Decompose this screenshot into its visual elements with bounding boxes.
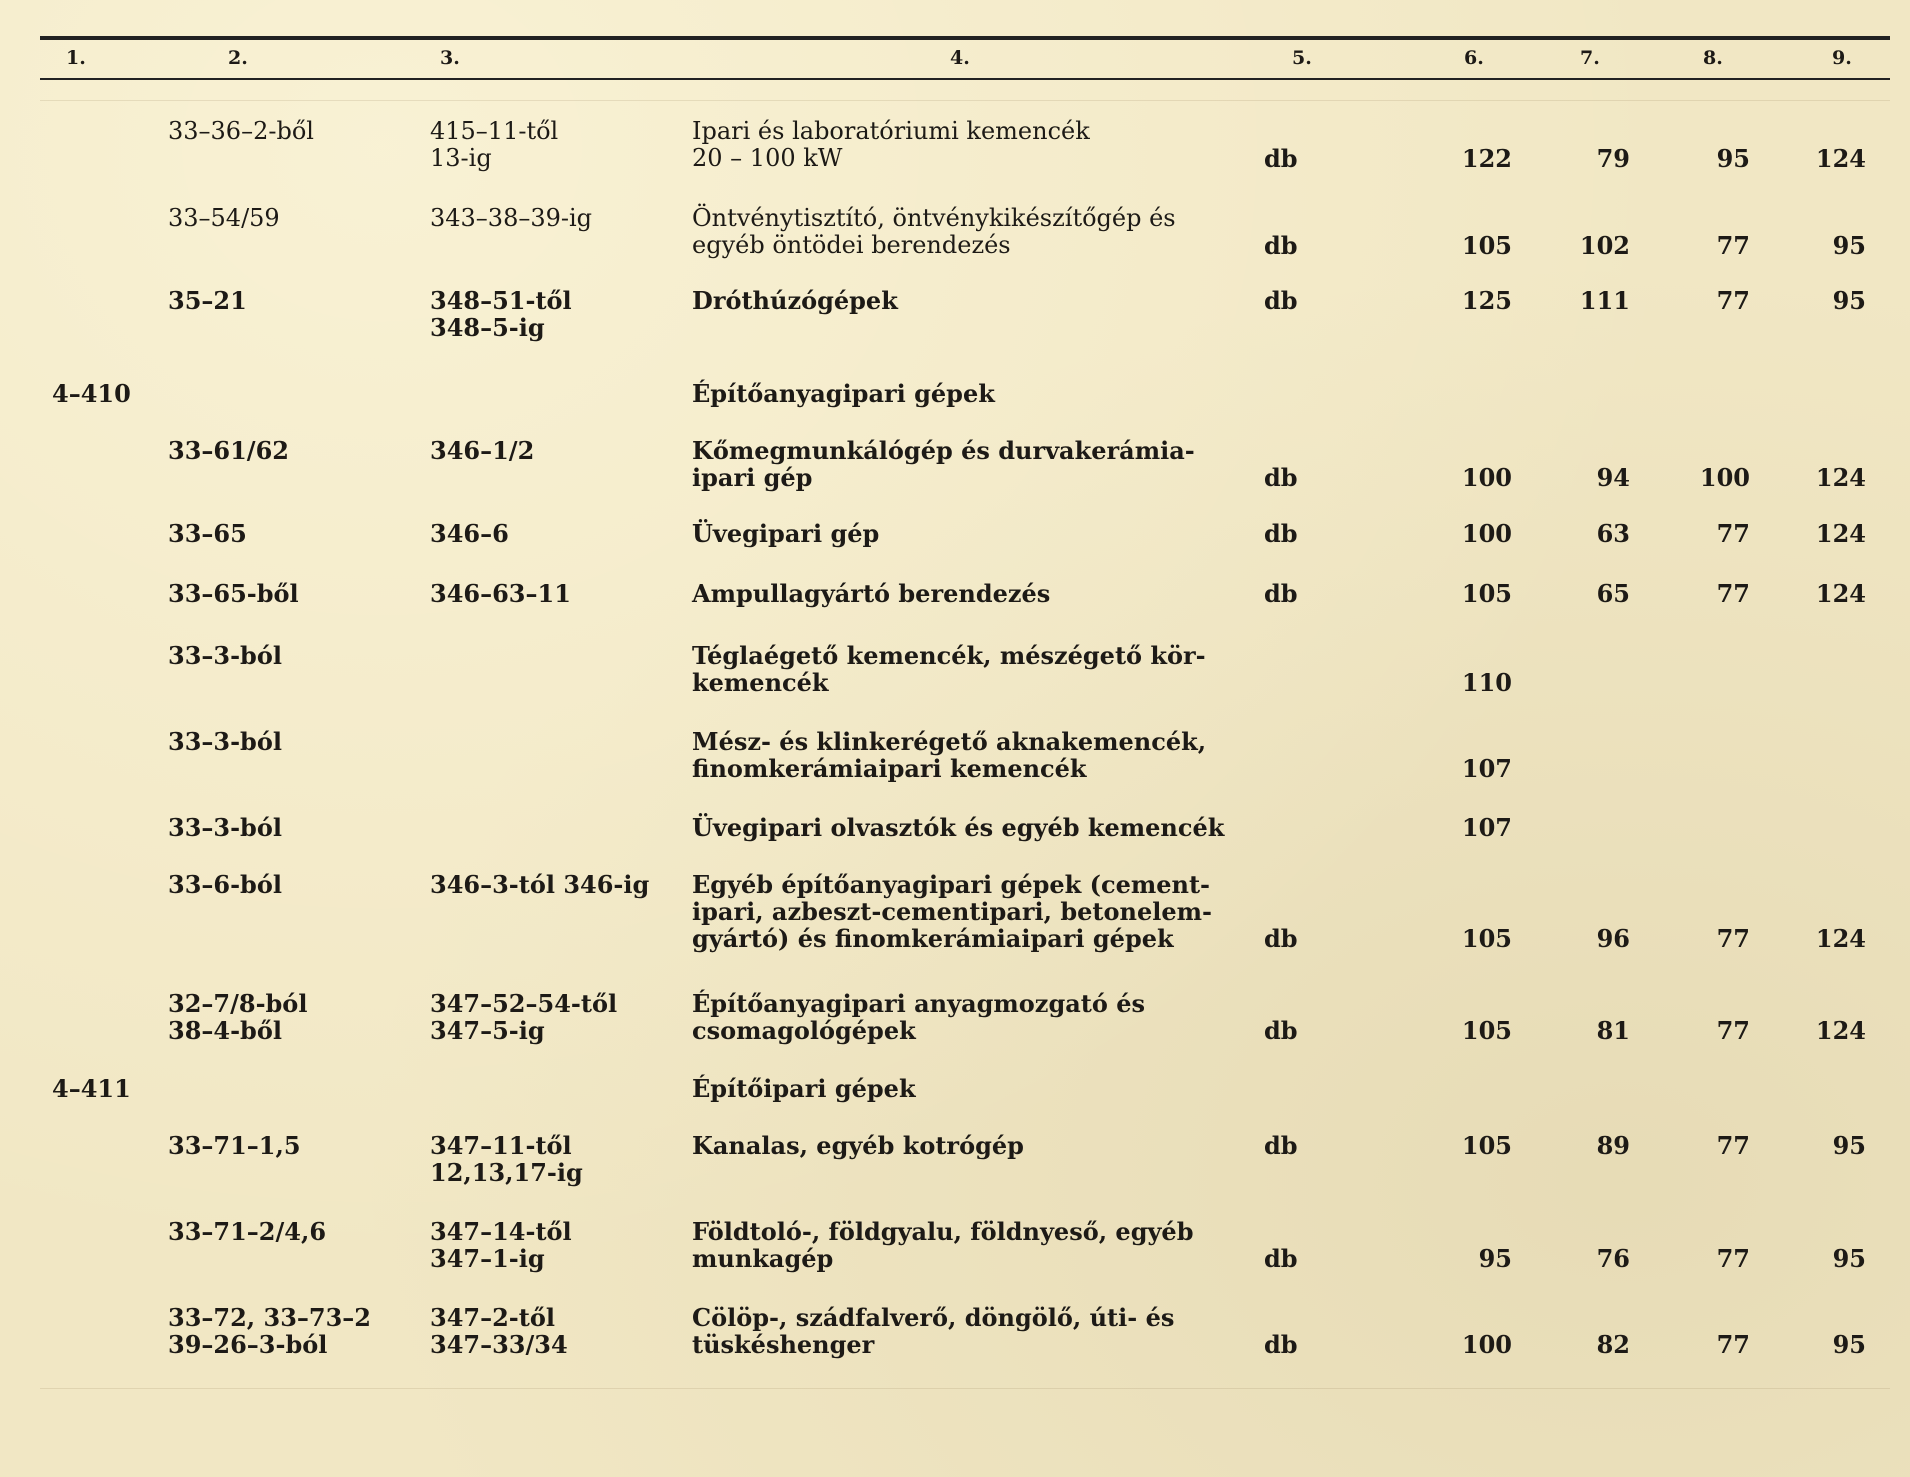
value-c9: 95 xyxy=(1832,1131,1866,1160)
header-col-8: 8. xyxy=(1703,47,1723,69)
cell-c4: Kanalas, egyéb kotrógép xyxy=(692,1131,1024,1160)
value-c8: 77 xyxy=(1716,1016,1750,1045)
value-c7: 82 xyxy=(1596,1330,1630,1359)
unit-cell: db xyxy=(1264,1016,1298,1045)
cell-c4: Cölöp-, szádfalverő, döngölő, úti- és xyxy=(692,1303,1175,1332)
value-c6: 107 xyxy=(1461,754,1512,783)
cell-c3: 346–63–11 xyxy=(430,579,571,608)
cell-c2: 33–61/62 xyxy=(168,436,289,465)
value-c8: 100 xyxy=(1699,463,1750,492)
cell-c4: Építőipari gépek xyxy=(692,1074,916,1103)
cell-c4: Ipari és laboratóriumi kemencék xyxy=(692,117,1090,145)
header-col-9: 9. xyxy=(1832,47,1852,69)
value-c6: 105 xyxy=(1461,579,1512,608)
unit-cell: db xyxy=(1264,1244,1298,1273)
cell-c3: 347–11-től xyxy=(430,1131,572,1160)
cell-c2: 38–4-ből xyxy=(168,1016,282,1045)
table-top-rule xyxy=(40,36,1890,40)
cell-c2: 33–71–1,5 xyxy=(168,1131,301,1160)
value-c7: 79 xyxy=(1596,144,1630,173)
cell-c3: 348–5-ig xyxy=(430,313,545,342)
cell-c3: 346–3-tól 346-ig xyxy=(430,870,650,899)
cell-c2: 33–6-ból xyxy=(168,870,282,899)
value-c6: 105 xyxy=(1461,231,1512,260)
value-c9: 95 xyxy=(1832,1244,1866,1273)
show-through-line xyxy=(40,1388,1890,1389)
value-c8: 77 xyxy=(1716,924,1750,953)
cell-c2: 39–26–3-ból xyxy=(168,1330,328,1359)
cell-c2: 33–65 xyxy=(168,519,247,548)
cell-c3: 347–1-ig xyxy=(430,1244,545,1273)
value-c6: 105 xyxy=(1461,924,1512,953)
cell-c4: Öntvénytisztító, öntvénykikészítőgép és xyxy=(692,204,1176,232)
cell-c3: 13-ig xyxy=(430,144,492,172)
cell-c4: ipari, azbeszt-cementipari, betonelem- xyxy=(692,897,1212,926)
value-c7: 96 xyxy=(1596,924,1630,953)
cell-c4: Üvegipari gép xyxy=(692,519,880,548)
unit-cell: db xyxy=(1264,924,1298,953)
cell-c4: finomkerámiaipari kemencék xyxy=(692,754,1087,783)
cell-c3: 347–2-től xyxy=(430,1303,555,1332)
value-c8: 77 xyxy=(1716,1244,1750,1273)
cell-c3: 12,13,17-ig xyxy=(430,1158,583,1187)
value-c6: 100 xyxy=(1461,463,1512,492)
value-c7: 94 xyxy=(1596,463,1630,492)
value-c7: 63 xyxy=(1596,519,1630,548)
unit-cell: db xyxy=(1264,463,1298,492)
unit-cell: db xyxy=(1264,231,1298,260)
cell-c3: 348–51-től xyxy=(430,286,572,315)
header-col-5: 5. xyxy=(1292,47,1312,69)
value-c6: 95 xyxy=(1478,1244,1512,1273)
header-col-6: 6. xyxy=(1464,47,1484,69)
cell-c3: 346–1/2 xyxy=(430,436,535,465)
cell-c4: Építőanyagipari anyagmozgató és xyxy=(692,989,1145,1018)
cell-c2: 33–3-ból xyxy=(168,813,282,842)
value-c7: 65 xyxy=(1596,579,1630,608)
value-c7: 76 xyxy=(1596,1244,1630,1273)
value-c7: 81 xyxy=(1596,1016,1630,1045)
cell-c3: 415–11-től xyxy=(430,117,559,145)
cell-c4: gyártó) és finomkerámiaipari gépek xyxy=(692,924,1174,953)
value-c6: 105 xyxy=(1461,1131,1512,1160)
value-c9: 124 xyxy=(1815,924,1866,953)
value-c6: 110 xyxy=(1461,668,1512,697)
header-col-1: 1. xyxy=(66,47,86,69)
value-c8: 77 xyxy=(1716,579,1750,608)
cell-c2: 35–21 xyxy=(168,286,247,315)
cell-c4: Mész- és klinkerégető aknakemencék, xyxy=(692,727,1207,756)
value-c7: 111 xyxy=(1579,286,1630,315)
header-col-3: 3. xyxy=(440,47,460,69)
value-c8: 77 xyxy=(1716,1131,1750,1160)
cell-c4: 20 – 100 kW xyxy=(692,144,843,172)
header-col-4: 4. xyxy=(950,47,970,69)
value-c9: 95 xyxy=(1832,286,1866,315)
cell-c2: 33–72, 33–73–2 xyxy=(168,1303,372,1332)
cell-c3: 347–5-ig xyxy=(430,1016,545,1045)
cell-c1: 4–410 xyxy=(52,379,131,408)
value-c6: 105 xyxy=(1461,1016,1512,1045)
unit-cell: db xyxy=(1264,1330,1298,1359)
value-c8: 95 xyxy=(1716,144,1750,173)
unit-cell: db xyxy=(1264,519,1298,548)
header-col-2: 2. xyxy=(228,47,248,69)
value-c9: 95 xyxy=(1832,1330,1866,1359)
cell-c4: egyéb öntödei berendezés xyxy=(692,231,1011,259)
value-c8: 77 xyxy=(1716,519,1750,548)
value-c9: 124 xyxy=(1815,579,1866,608)
value-c7: 102 xyxy=(1579,231,1630,260)
value-c9: 124 xyxy=(1815,519,1866,548)
cell-c4: tüskéshenger xyxy=(692,1330,875,1359)
cell-c3: 347–14-től xyxy=(430,1217,572,1246)
cell-c4: kemencék xyxy=(692,668,829,697)
cell-c2: 33–3-ból xyxy=(168,727,282,756)
cell-c4: Téglaégető kemencék, mészégető kör- xyxy=(692,641,1206,670)
cell-c4: ipari gép xyxy=(692,463,813,492)
value-c6: 122 xyxy=(1461,144,1512,173)
cell-c4: Üvegipari olvasztók és egyéb kemencék xyxy=(692,813,1225,842)
unit-cell: db xyxy=(1264,579,1298,608)
value-c8: 77 xyxy=(1716,286,1750,315)
value-c9: 124 xyxy=(1815,1016,1866,1045)
show-through-line xyxy=(40,100,1890,101)
cell-c3: 347–33/34 xyxy=(430,1330,568,1359)
cell-c4: Egyéb építőanyagipari gépek (cement- xyxy=(692,870,1211,899)
cell-c2: 33–3-ból xyxy=(168,641,282,670)
cell-c2: 33–71–2/4,6 xyxy=(168,1217,327,1246)
header-col-7: 7. xyxy=(1580,47,1600,69)
cell-c4: Dróthúzógépek xyxy=(692,286,898,315)
cell-c3: 347–52–54-től xyxy=(430,989,618,1018)
cell-c2: 32–7/8-ból xyxy=(168,989,308,1018)
cell-c2: 33–54/59 xyxy=(168,204,280,232)
value-c6: 100 xyxy=(1461,1330,1512,1359)
cell-c1: 4–411 xyxy=(52,1074,131,1103)
value-c9: 124 xyxy=(1815,144,1866,173)
cell-c4: Ampullagyártó berendezés xyxy=(692,579,1051,608)
cell-c4: munkagép xyxy=(692,1244,834,1273)
cell-c4: Építőanyagipari gépek xyxy=(692,379,995,408)
value-c6: 125 xyxy=(1461,286,1512,315)
cell-c3: 343–38–39-ig xyxy=(430,204,593,232)
cell-c2: 33–36–2-ből xyxy=(168,117,314,145)
value-c6: 100 xyxy=(1461,519,1512,548)
cell-c2: 33–65-ből xyxy=(168,579,299,608)
unit-cell: db xyxy=(1264,144,1298,173)
cell-c4: Kőmegmunkálógép és durvakerámia- xyxy=(692,436,1195,465)
value-c8: 77 xyxy=(1716,231,1750,260)
value-c8: 77 xyxy=(1716,1330,1750,1359)
value-c9: 124 xyxy=(1815,463,1866,492)
unit-cell: db xyxy=(1264,286,1298,315)
table-header-rule xyxy=(40,78,1890,80)
unit-cell: db xyxy=(1264,1131,1298,1160)
cell-c4: Földtoló-, földgyalu, földnyeső, egyéb xyxy=(692,1217,1194,1246)
cell-c3: 346–6 xyxy=(430,519,509,548)
value-c9: 95 xyxy=(1832,231,1866,260)
value-c7: 89 xyxy=(1596,1131,1630,1160)
cell-c4: csomagológépek xyxy=(692,1016,916,1045)
value-c6: 107 xyxy=(1461,813,1512,842)
